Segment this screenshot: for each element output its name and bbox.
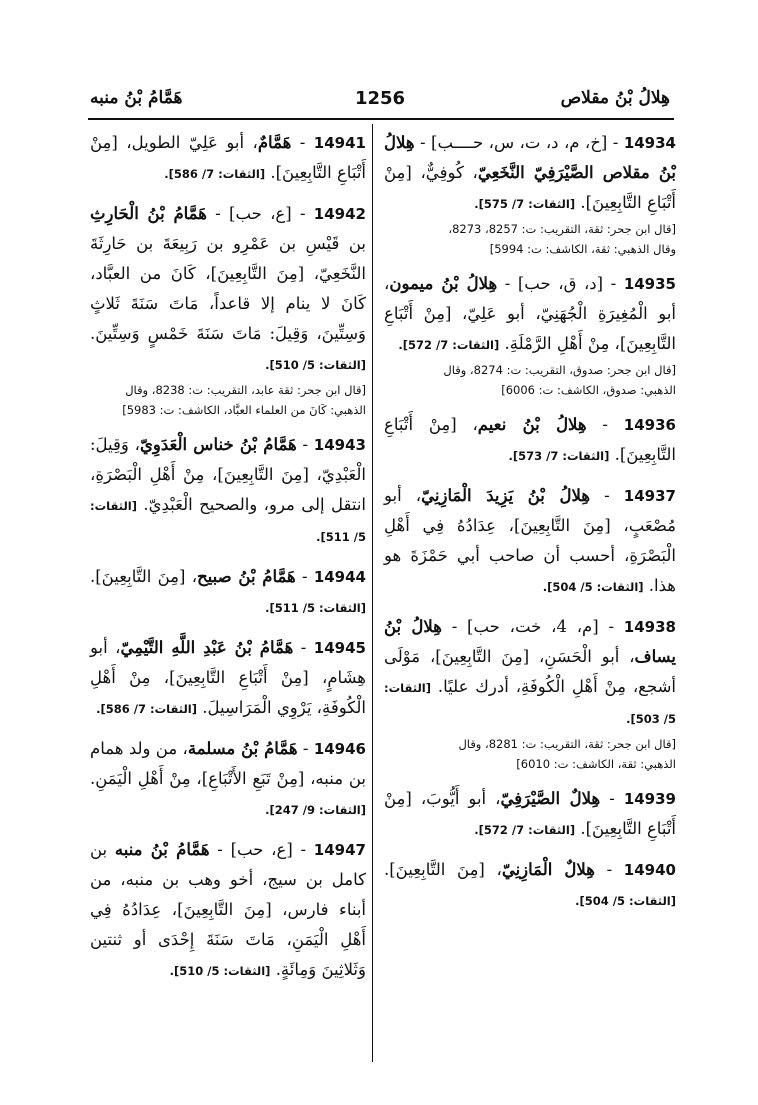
source-ref: [الثقات: 9/ 247]. xyxy=(265,803,366,817)
page-header xyxy=(90,88,670,118)
footnote-line: الذهبي: ثقة، الكاشف: ت: 6010] xyxy=(516,757,676,771)
entry xyxy=(384,481,676,602)
entry-number: 14944 xyxy=(313,568,366,586)
source-ref: [الثقات: 5/ 510]. xyxy=(265,358,366,372)
narrator-name: هِلالُ بْنُ يساف xyxy=(384,617,676,666)
entry-number: 14938 xyxy=(623,618,676,636)
running-title-right: هِلالُ بْنُ مقلاص xyxy=(560,88,670,108)
entry xyxy=(384,855,676,916)
narrator-name: هَمَّامُ بْنُ منبه xyxy=(114,840,210,859)
entry xyxy=(90,562,366,623)
entry-number: 14936 xyxy=(623,416,676,434)
source-ref: [الثقات: 5/ 511]. xyxy=(90,499,366,544)
narrator-name: هِلالُ بْنُ يَزِيدَ الْمَازِنِيّ xyxy=(421,486,591,505)
entry xyxy=(90,633,366,724)
entry-number: 14943 xyxy=(313,436,366,454)
entry-number: 14942 xyxy=(313,205,366,223)
entry xyxy=(384,269,676,400)
entry-text: 14945 - هَمَّامُ بْنُ عَبْدِ اللَّهِ التَّيْمِيّ، أبو هِشَامٍ، [مِنْ أَتْبَاعِ التَّابِعِينَ]، مِنْ أَهْلِ الْكُوفَةِ، يَرْوِي الْمَرَاسِيلَ. [الثقات: 7/ 586]. xyxy=(90,638,366,717)
left-column xyxy=(90,128,366,996)
entry-number: 14941 xyxy=(313,134,366,152)
entry-body: ، أبو الْحَسَنِ، [مِنَ التَّابِعِينَ]، مَوْلَى أشجع، مِنْ أَهْلِ الْكُوفَةِ، أدرك عليًا. xyxy=(384,647,676,696)
entry-number: 14947 xyxy=(313,841,366,859)
narrator-name: هَمَّامُ بْنُ خناس الْعَدَوِيّ xyxy=(139,435,297,454)
entry-codes: [ع، حب] xyxy=(230,840,293,859)
entry-number: 14937 xyxy=(623,487,676,505)
entry-text: 14941 - هَمَّامٌ، أبو عَلِيّ الطويل، [مِنْ أَتْبَاعِ التَّابِعِينَ]. [الثقات: 7/ 586]. xyxy=(90,133,366,182)
entry-body: ، أبو هِشَامٍ، [مِنْ أَتْبَاعِ التَّابِعِينَ]، مِنْ أَهْلِ الْكُوفَةِ، يَرْوِي الْمَرَاسِيلَ. xyxy=(90,638,366,717)
entry-text: 14939 - هِلالٌ الصَّيْرَفِيّ، أبو أَيُّوبَ، [مِنْ أَتْبَاعِ التَّابِعِينَ]. [الثقات: 7/ 572]. xyxy=(384,789,676,838)
entry-text: 14937 - هِلالُ بْنُ يَزِيدَ الْمَازِنِيّ، أبو مُصْعَبٍ، [مِنَ التَّابِعِينَ]، عِدَادُهُ فِي أَهْلِ الْبَصْرَةِ، أحسب أن صاحب أبي حَمْزَةَ هو هذا. [الثقات: 5/ 504]. xyxy=(384,486,676,595)
right-column xyxy=(384,128,676,926)
narrator-name: هَمَّامٌ xyxy=(257,133,292,152)
footnote-line: الذهبي: صدوق، الكاشف: ت: 6006] xyxy=(501,383,676,397)
entry-body: ، كُوفِيٌّ، [مِنْ أَتْبَاعِ التَّابِعِينَ]. xyxy=(384,163,676,212)
footnote-line: [قال ابن جحر: صدوق، التقريب: ت: 8274، وقال xyxy=(443,363,676,377)
entry-codes: [ع، حب] xyxy=(229,204,292,223)
entry-codes: [خ، م، د، ت، س، حــــب] xyxy=(431,133,608,152)
entry-text: 14946 - هَمَّامُ بْنُ مسلمة، من ولد همام بن منبه، [مِنْ تَبَعِ الأَتْبَاعِ]، مِنْ أَهْلِ الْيَمَنِ. [الثقات: 9/ 247]. xyxy=(90,739,366,817)
entry-body: بن كامل بن سيج، أخو وهب بن منبه، من أبناء فارس، [مِنَ التَّابِعِينَ]، عِدَادُهُ فِي أَهْلِ الْيَمَنِ، مَاتَ سَنَةَ إِحْدَى أو ثنتين وَثَلاثِينَ وَمِائَةٍ. xyxy=(90,840,366,979)
source-ref: [الثقات: 7/ 586]. xyxy=(96,702,197,716)
entry-body: ، أبو مُصْعَبٍ، [مِنَ التَّابِعِينَ]، عِدَادُهُ فِي أَهْلِ الْبَصْرَةِ، أحسب أن صاحب أبي حَمْزَةَ هو هذا. xyxy=(384,486,676,595)
footnote-line: [قال ابن جحر: ثقة، التقريب: ت: 8257، 8273، xyxy=(448,222,676,236)
entry-body: ، وَقِيلَ: الْعَبْدِيّ، [مِنَ التَّابِعِينَ]، مِنْ أَهْلِ الْبَصْرَةِ، انتقل إلى مرو، والصحيح الْعَبْدِيّ. xyxy=(90,435,367,514)
footnote-line: وقال الذهبي: ثقة، الكاشف: ت: 5994] xyxy=(489,242,676,256)
entry-number: 14935 xyxy=(623,275,676,293)
source-ref: [الثقات: 5/ 503]. xyxy=(384,681,676,726)
page-number: 1256 xyxy=(354,88,406,109)
entry-text: 14940 - هِلالٌ الْمَازِنِيّ، [مِنَ التَّابِعِينَ]. [الثقات: 5/ 504]. xyxy=(384,860,676,908)
entry xyxy=(384,784,676,845)
source-ref: [الثقات: 5/ 504]. xyxy=(575,894,676,908)
entry-number: 14934 xyxy=(623,134,676,152)
entry xyxy=(90,199,366,420)
narrator-name: هِلالُ بْنُ ميمون xyxy=(389,274,498,293)
entry-number: 14939 xyxy=(623,790,676,808)
source-ref: [الثقات: 7/ 573]. xyxy=(508,449,610,463)
narrator-name: هَمَّامُ بْنُ مسلمة xyxy=(187,739,298,758)
entry-text: 14934 - [خ، م، د، ت، س، حــــب] - هِلالُ بْنُ مقلاص الصَّيْرَفِيّ النَّخَعِيّ، كُوفِيٌّ، [مِنْ أَتْبَاعِ التَّابِعِينَ]. [الثقات: 7/ 575]. xyxy=(384,133,676,212)
entry-text: 14942 - [ع، حب] - هَمَّامُ بْنُ الْحَارِثِ بن قَيْسِ بن عَمْرِو بن رَبِيعَةَ بن حَارِثَةَ النَّخَعِيّ، [مِنَ التَّابِعِينَ]، كَانَ من العبَّاد، كَانَ لا ينام إلا قاعداً، مَاتَ سَنَةَ ثَلاثٍ وَسِتِّينَ، وَقِيلَ: مَاتَ سَنَةَ خَمْسٍ وَسِتِّينَ. [الثقات: 5/ 510]. xyxy=(90,204,366,372)
header-rule xyxy=(88,118,674,120)
source-ref: [الثقات: 7/ 572]. xyxy=(398,338,500,352)
entry-number: 14946 xyxy=(313,740,366,758)
entry xyxy=(90,734,366,825)
entry-body: بن قَيْسِ بن عَمْرِو بن رَبِيعَةَ بن حَارِثَةَ النَّخَعِيّ، [مِنَ التَّابِعِينَ]، كَانَ من العبَّاد، كَانَ لا ينام إلا قاعداً، مَاتَ سَنَةَ ثَلاثٍ وَسِتِّينَ، وَقِيلَ: مَاتَ سَنَةَ خَمْسٍ وَسِتِّينَ. xyxy=(90,234,366,343)
entry-codes: [د، ق، حب] xyxy=(517,274,604,293)
entry xyxy=(384,410,676,471)
column-divider xyxy=(372,124,373,1062)
entry-text: 14943 - هَمَّامُ بْنُ خناس الْعَدَوِيّ، وَقِيلَ: الْعَبْدِيّ، [مِنَ التَّابِعِينَ]، مِنْ أَهْلِ الْبَصْرَةِ، انتقل إلى مرو، والصحيح الْعَبْدِيّ. [الثقات: 5/ 511]. xyxy=(90,435,367,544)
entry-body: ، من ولد همام بن منبه، [مِنْ تَبَعِ الأَتْبَاعِ]، مِنْ أَهْلِ الْيَمَنِ. xyxy=(90,739,366,788)
narrator-name: هِلالٌ الصَّيْرَفِيّ xyxy=(500,789,601,808)
entry-text: 14935 - [د، ق، حب] - هِلالُ بْنُ ميمون، أبو الْمُغِيرَةِ الْجُهَنِيّ، أبو عَلِيّ، [مِنْ أَتْبَاعِ التَّابِعِينَ]، مِنْ أَهْلِ الرَّمْلَةِ. [الثقات: 7/ 572]. xyxy=(384,274,676,353)
entry-text: 14938 - [م، 4، خت، حب] - هِلالُ بْنُ يساف، أبو الْحَسَنِ، [مِنَ التَّابِعِينَ]، مَوْلَى أشجع، مِنْ أَهْلِ الْكُوفَةِ، أدرك عليًا. [الثقات: 5/ 503]. xyxy=(384,617,676,726)
entry-body: ، [مِنَ التَّابِعِينَ]. xyxy=(90,567,198,586)
entry xyxy=(90,128,366,189)
running-title-left: هَمَّامُ بْنُ منبه xyxy=(90,88,183,108)
entry-body: ، [مِنَ التَّابِعِينَ]. xyxy=(384,860,502,879)
source-ref: [الثقات: 7/ 586]. xyxy=(164,167,266,181)
source-ref: [الثقات: 7/ 572]. xyxy=(474,823,576,837)
narrator-name: هَمَّامُ بْنُ صبيح xyxy=(197,567,296,586)
entry-number: 14940 xyxy=(623,861,676,879)
footnote-line: [قال ابن جحر: ثقة، التقريب: ت: 8281، وقال xyxy=(458,737,676,751)
source-ref: [الثقات: 5/ 510]. xyxy=(169,964,271,978)
entry-number: 14945 xyxy=(313,639,366,657)
entry-body: ، [مِنْ أَتْبَاعِ التَّابِعِينَ]. xyxy=(384,415,676,464)
source-ref: [الثقات: 7/ 575]. xyxy=(474,197,576,211)
narrator-name: هِلالُ بْنُ نعيم xyxy=(477,415,587,434)
entry-text: 14944 - هَمَّامُ بْنُ صبيح، [مِنَ التَّابِعِينَ]. [الثقات: 5/ 511]. xyxy=(90,567,366,615)
entry-body: ، أبو أَيُّوبَ، [مِنْ أَتْبَاعِ التَّابِعِينَ]. xyxy=(384,789,676,838)
narrator-name: هِلالٌ الْمَازِنِيّ xyxy=(501,860,595,879)
narrator-name: هَمَّامُ بْنُ الْحَارِثِ xyxy=(90,204,207,223)
narrator-name: هِلالُ بْنُ مقلاص الصَّيْرَفِيّ النَّخَعِيّ xyxy=(384,133,676,182)
footnote-line: [قال ابن جحر: ثقة عابد، التقريب: ت: 8238، وقال xyxy=(125,383,366,397)
entry xyxy=(384,612,676,774)
entry xyxy=(90,430,366,552)
source-ref: [الثقات: 5/ 504]. xyxy=(542,580,644,594)
narrator-name: هَمَّامُ بْنُ عَبْدِ اللَّهِ التَّيْمِيّ xyxy=(120,638,294,657)
entry-text: 14936 - هِلالُ بْنُ نعيم، [مِنْ أَتْبَاعِ التَّابِعِينَ]. [الثقات: 7/ 573]. xyxy=(384,415,676,464)
source-ref: [الثقات: 5/ 511]. xyxy=(265,601,366,615)
entry-text: 14947 - [ع، حب] - هَمَّامُ بْنُ منبه بن كامل بن سيج، أخو وهب بن منبه، من أبناء فارس، [مِنَ التَّابِعِينَ]، عِدَادُهُ فِي أَهْلِ الْيَمَنِ، مَاتَ سَنَةَ إِحْدَى أو ثنتين وَثَلاثِينَ وَمِائَةٍ. [الثقات: 5/ 510]. xyxy=(90,840,366,979)
entry-body: ، أبو الْمُغِيرَةِ الْجُهَنِيّ، أبو عَلِيّ، [مِنْ أَتْبَاعِ التَّابِعِينَ]، مِنْ أَهْلِ الرَّمْلَةِ. xyxy=(384,274,676,353)
footnote-line: الذهبي: كَانَ من العلماء العبَّاد، الكاشف: ت: 5983] xyxy=(122,403,366,417)
entry-body: ، أبو عَلِيّ الطويل، [مِنْ أَتْبَاعِ التَّابِعِينَ]. xyxy=(90,133,366,182)
entry-codes: [م، 4، خت، حب] xyxy=(467,617,599,636)
entry xyxy=(90,835,366,986)
entry xyxy=(384,128,676,259)
